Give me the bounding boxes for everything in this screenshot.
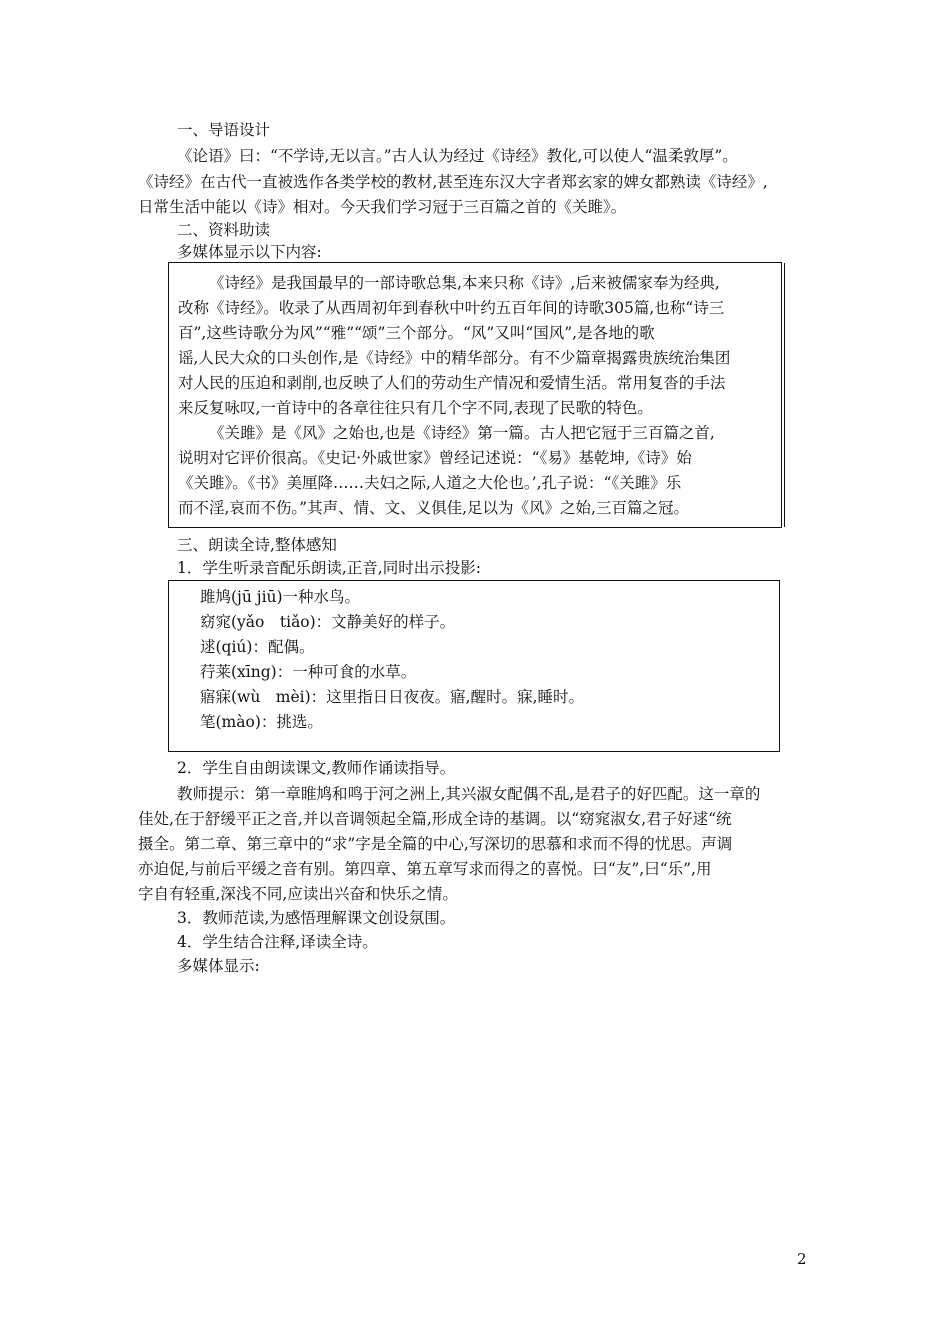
paragraph-line: 字自有轻重,深浅不同,应读出兴奋和快乐之情。 (138, 885, 458, 903)
reference-box-shijing (168, 262, 782, 528)
paragraph-line: 《诗经》在古代一直被选作各类学校的教材,甚至连东汉大字者郑玄家的婢女都熟读《诗经》, (138, 173, 768, 191)
vocab-line: 雎鸠(jū jiū)一种水鸟。 (200, 588, 361, 606)
box-line: 百”,这些诗歌分为风”“雅”“颂”三个部分。“风”又叫“国风”,是各地的歌 (178, 324, 655, 342)
box-line: 来反复咏叹,一首诗中的各章往往只有几个字不同,表现了民歌的特色。 (178, 399, 653, 417)
list-item: 2．学生自由朗读课文,教师作诵读指导。 (177, 759, 456, 777)
box-line: 《诗经》是我国最早的一部诗歌总集,本来只称《诗》,后来被儒家奉为经典, (209, 274, 720, 292)
paragraph-line: 多媒体显示: (177, 957, 260, 975)
vocab-line: 笔(mào)：挑选。 (200, 713, 323, 731)
paragraph-line: 《论语》曰：“不学诗,无以言。”古人认为经过《诗经》教化,可以使人“温柔敦厚”。 (177, 147, 738, 165)
section-heading-read-aloud: 三、朗读全诗,整体感知 (177, 536, 337, 554)
vocab-line: 荇莱(xīng)：一种可食的水草。 (200, 663, 417, 681)
box-line: 《关雎》。《书》美厘降……夫妇之际,人道之大伦也。’,孔子说：“《关雎》乐 (178, 474, 682, 492)
paragraph-line: 佳处,在于舒缓平正之音,并以音调领起全篇,形成全诗的基调。以“窈窕淑女,君子好逑“统 (138, 810, 732, 828)
list-item: 4．学生结合注释,译读全诗。 (177, 933, 378, 951)
box-line: 改称《诗经》。收录了从西周初年到春秋中叶约五百年间的诗歌305篇,也称“诗三 (178, 299, 725, 317)
paragraph-line: 多媒体显示以下内容: (177, 243, 322, 261)
vocab-line: 寤寐(wù mèi)：这里指日日夜夜。寤,醒时。寐,睡时。 (200, 688, 585, 706)
vocabulary-box (168, 580, 780, 752)
box-line: 谣,人民大众的口头创作,是《诗经》中的精华部分。有不少篇章揭露贵族统治集团 (178, 349, 731, 367)
page-number: 2 (797, 1250, 807, 1268)
box-line: 《关雎》是《风》之始也,也是《诗经》第一篇。古人把它冠于三百篇之首, (209, 424, 715, 442)
list-item: 1．学生听录音配乐朗读,正音,同时出示投影: (177, 559, 481, 577)
box-line: 说明对它评价很高。《史记·外戚世家》曾经记述说：“《易》基乾坤,《诗》始 (178, 449, 692, 467)
box-line: 而不淫,哀而不伤。”其声、情、文、义俱佳,足以为《风》之始,三百篇之冠。 (178, 499, 689, 517)
paragraph-line: 教师提示：第一章睢鸠和鸣于河之洲上,其兴淑女配偶不乱,是君子的好匹配。这一章的 (177, 785, 761, 803)
section-heading-intro: 一、导语设计 (177, 121, 271, 139)
box-line: 对人民的压迫和剥削,也反映了人们的劳动生产情况和爱情生活。常用复沓的手法 (178, 374, 726, 392)
vocab-line: 窈窕(yǎo tiǎo)：文静美好的样子。 (200, 613, 456, 631)
vocab-line: 逑(qiú)：配偶。 (200, 638, 315, 656)
section-heading-reading-aid: 二、资料助读 (177, 221, 271, 239)
paragraph-line: 亦迫促,与前后平缓之音有别。第四章、第五章写求而得之的喜悦。曰“友”,曰“乐”,用 (138, 860, 712, 878)
paragraph-line: 摄全。第二章、第三章中的“求”字是全篇的中心,写深切的思慕和求而不得的忧思。声调 (138, 835, 733, 853)
list-item: 3．教师范读,为感悟理解课文创设氛围。 (177, 909, 456, 927)
paragraph-line: 日常生活中能以《诗》相对。今天我们学习冠于三百篇之首的《关雎》。 (138, 198, 627, 216)
